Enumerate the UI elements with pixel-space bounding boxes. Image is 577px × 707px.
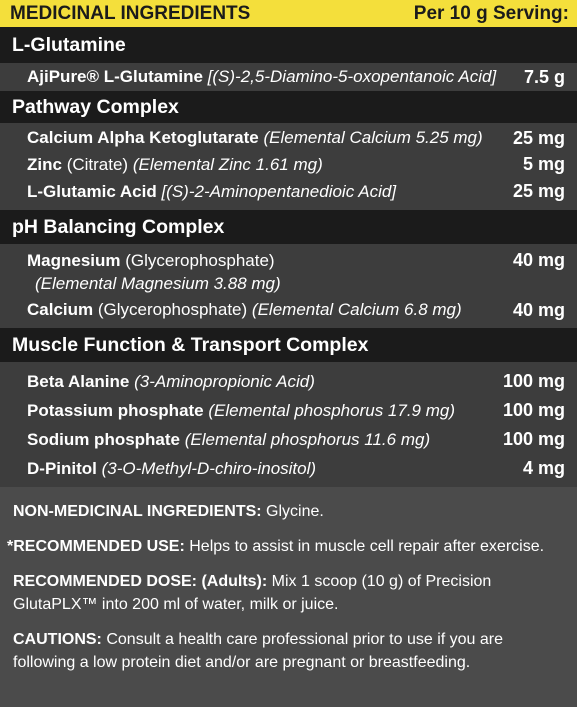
- recommended-use: [7, 535, 565, 558]
- ingredient-name: Magnesium: [27, 250, 121, 270]
- ingredient-description: [27, 251, 275, 271]
- ingredient-description: [27, 128, 483, 148]
- ingredient-name: Calcium: [27, 300, 94, 319]
- section-title: L-Glutamine: [0, 27, 577, 63]
- cautions-text: Consult a health care professional prior to use if you are following a low protein diet and/or are pregnant or breastfeeding.: [13, 631, 503, 671]
- ingredient-amount: 100 mg: [502, 400, 565, 420]
- ingredient-row: [27, 295, 565, 325]
- ingredient-row: [27, 454, 565, 483]
- ingredient-detail: (Elemental phosphorus 17.9 mg): [208, 400, 456, 420]
- ingredient-detail: (Elemental Calcium 6.8 mg): [251, 300, 462, 319]
- ingredient-amount: 4 mg: [522, 458, 565, 478]
- ingredient-amount: 100 mg: [502, 429, 565, 449]
- ingredient-amount: 25 mg: [512, 127, 565, 148]
- ingredient-detail: (3-Aminopropionic Acid): [134, 371, 315, 391]
- recommended-use-text: Helps to assist in muscle cell repair after exercise.: [184, 538, 545, 555]
- ingredient-name: L-Glutamic Acid: [27, 181, 157, 201]
- section-rows: [0, 244, 577, 328]
- ingredient-amount: 40 mg: [512, 299, 565, 320]
- ingredient-description: [35, 274, 281, 294]
- ingredient-description: [27, 182, 396, 202]
- serving-size-heading: Per 10 g Serving:: [413, 2, 569, 24]
- medicinal-ingredients-heading: MEDICINAL INGREDIENTS: [10, 2, 251, 24]
- ingredient-row: [27, 178, 565, 205]
- ingredient-detail: (Elemental phosphorus 11.6 mg): [184, 429, 431, 449]
- ingredient-name: D-Pinitol: [27, 458, 97, 478]
- recommended-dose: [13, 570, 565, 616]
- ingredient-description: [27, 372, 315, 392]
- ingredient-row: [27, 64, 565, 90]
- ingredient-detail: (Elemental Calcium 5.25 mg): [263, 128, 483, 147]
- ingredient-description: [27, 430, 430, 450]
- recommended-dose-text: Mix 1 scoop (10 g) of Precision GlutaPLX™ into 200 ml of water, milk or juice.: [13, 573, 492, 613]
- ingredient-description: [27, 155, 323, 175]
- ingredient-row-continued: [27, 273, 565, 295]
- recommended-dose-label: RECOMMENDED DOSE: (Adults):: [13, 573, 268, 590]
- ingredient-amount: 100 mg: [502, 371, 565, 391]
- ingredient-name: AjiPure® L-Glutamine: [27, 67, 203, 86]
- notes-block: [0, 487, 577, 707]
- section-rows: [0, 362, 577, 487]
- ingredient-amount: 40 mg: [512, 250, 565, 270]
- ingredient-row: [27, 125, 565, 151]
- cautions-label: CAUTIONS:: [13, 631, 102, 648]
- recommended-use-label: *RECOMMENDED USE:: [7, 538, 185, 555]
- ingredient-detail: [(S)-2,5-Diamino-5-oxopentanoic Acid]: [207, 67, 497, 86]
- ingredient-amount: 7.5 g: [523, 66, 565, 87]
- ingredient-amount: 25 mg: [512, 181, 565, 201]
- ingredient-description: [27, 300, 462, 320]
- ingredient-form: (Glycerophosphate): [125, 250, 275, 270]
- ingredient-name: Potassium phosphate: [27, 400, 204, 420]
- ingredient-detail: [(S)-2-Aminopentanedioic Acid]: [161, 181, 397, 201]
- ingredient-description: [27, 67, 496, 87]
- ingredient-description: [27, 459, 316, 479]
- ingredient-detail: (Elemental Magnesium 3.88 mg): [35, 274, 281, 293]
- ingredient-row: [27, 151, 565, 178]
- ingredient-form: (Glycerophosphate): [97, 300, 248, 319]
- ingredient-row: [27, 248, 565, 273]
- ingredient-row: [27, 367, 565, 396]
- non-medicinal-ingredients: [13, 500, 565, 523]
- non-medicinal-text: Glycine.: [261, 503, 324, 520]
- section-rows: [0, 123, 577, 210]
- non-medicinal-label: NON-MEDICINAL INGREDIENTS:: [13, 503, 262, 520]
- ingredient-name: Sodium phosphate: [27, 429, 180, 449]
- ingredient-description: [27, 401, 455, 421]
- ingredient-name: Calcium Alpha Ketoglutarate: [27, 128, 259, 147]
- header-bar: [0, 0, 577, 27]
- ingredient-row: [27, 425, 565, 454]
- ingredient-amount: 5 mg: [522, 154, 565, 174]
- ingredient-detail: (Elemental Zinc 1.61 mg): [132, 154, 323, 174]
- ingredient-form: (Citrate): [66, 154, 129, 174]
- ingredient-row: [27, 396, 565, 425]
- cautions: [13, 628, 565, 674]
- ingredient-name: Zinc: [27, 154, 62, 174]
- ingredient-name: Beta Alanine: [27, 371, 130, 391]
- section-rows: [0, 63, 577, 91]
- ingredient-detail: (3-O-Methyl-D-chiro-inositol): [101, 458, 317, 478]
- section-title: Pathway Complex: [0, 91, 577, 123]
- section-title: pH Balancing Complex: [0, 210, 577, 244]
- section-title: Muscle Function & Transport Complex: [0, 328, 577, 362]
